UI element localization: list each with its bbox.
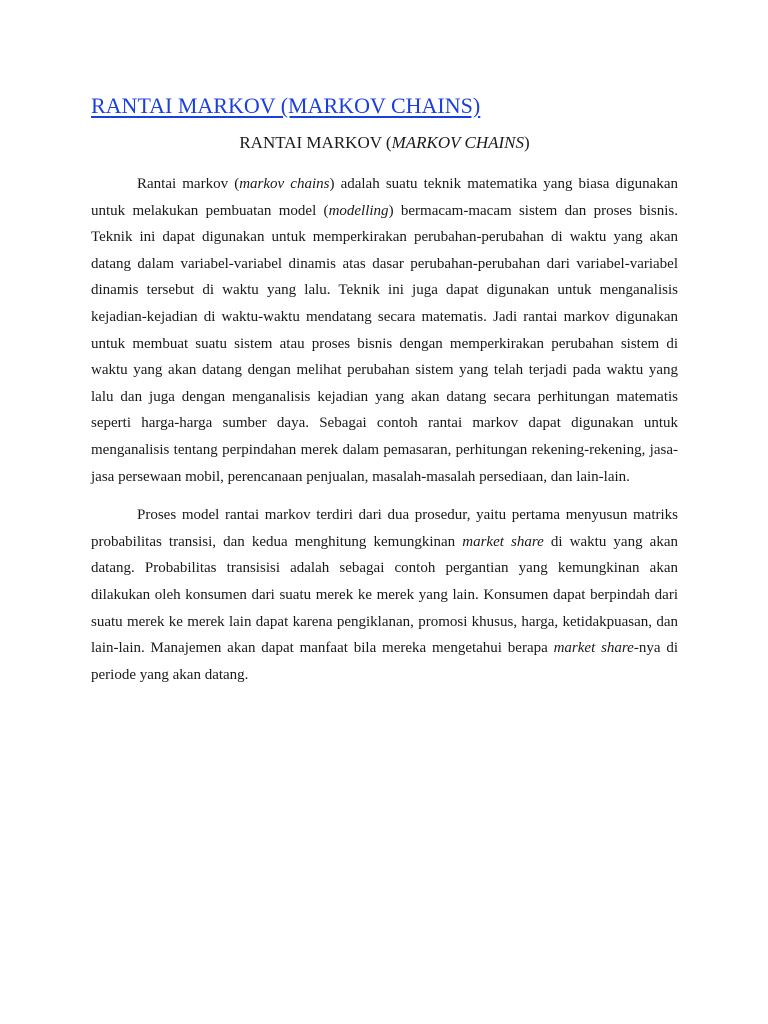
paragraph-2-italic-a: market share	[462, 533, 544, 550]
paragraph-1-text-b: ) adalah suatu teknik matematika yang biasa digunakan untuk melakukan pembuatan model (	[91, 176, 678, 219]
document-subtitle	[91, 132, 678, 154]
document-title	[91, 92, 678, 120]
paragraph-1	[91, 171, 678, 490]
subtitle-close: )	[523, 133, 530, 152]
paragraph-1-text-c: ) bermacam-macam sistem dan proses bisnis. Teknik ini dapat digunakan untuk memperkirakan perubahan-perubahan di waktu yang akan datang dalam variabel-variabel dinamis atas dasar perubahan-perubahan dari variabel-variabel dinamis tersebut di waktu yang lalu. Teknik ini juga dapat digunakan untuk menganalisis kejadian-kejadian di waktu-waktu mendatang secara matematis. Jadi rantai markov digunakan untuk membuat suatu sistem atau proses bisnis dengan memperkirakan perubahan sistem di waktu yang akan datang dengan melihat perubahan sistem yang telah terjadi pada waktu yang lalu dan juga dengan menganalisis kejadian yang akan datang secara perhitungan matematis seperti harga-harga sumber daya. Sebagai contoh rantai markov dapat digunakan untuk menganalisis tentang perpindahan merek dalam pemasaran, perhitungan rekening-rekening, jasa-jasa persewaan mobil, perencanaan penjualan, masalah-masalah persediaan, dan lain-lain.	[91, 202, 678, 485]
paragraph-2-text-b: di waktu yang akan datang. Probabilitas transisisi adalah sebagai contoh pergantian yang kemungkinan akan dilakukan oleh konsumen dari suatu merek ke merek yang lain. Konsumen dapat berpindah dari suatu merek ke merek lain dapat karena pengiklanan, promosi khusus, harga, ketidakpuasan, dan lain-lain. Manajemen akan dapat manfaat bila mereka mengetahui berapa	[91, 533, 678, 657]
paragraph-2-text-a: Proses model rantai markov terdiri dari dua prosedur, yaitu pertama menyusun matriks probabilitas transisi, dan kedua menghitung kemungkinan	[91, 507, 678, 550]
paragraph-1-italic-b: modelling	[328, 202, 389, 219]
paragraph-2	[91, 502, 678, 688]
document-page	[91, 92, 678, 688]
subtitle-italic: MARKOV CHAINS	[391, 133, 524, 152]
paragraph-1-italic-a: markov chains	[239, 176, 330, 192]
paragraph-2-text-c: -nya di periode yang akan datang.	[91, 640, 678, 683]
title-link[interactable]: RANTAI MARKOV (MARKOV CHAINS)	[91, 93, 481, 118]
paragraph-2-italic-b: market share	[553, 640, 634, 657]
subtitle-text: RANTAI MARKOV (	[239, 133, 392, 152]
paragraph-1-text-a: Rantai markov (	[137, 176, 240, 192]
